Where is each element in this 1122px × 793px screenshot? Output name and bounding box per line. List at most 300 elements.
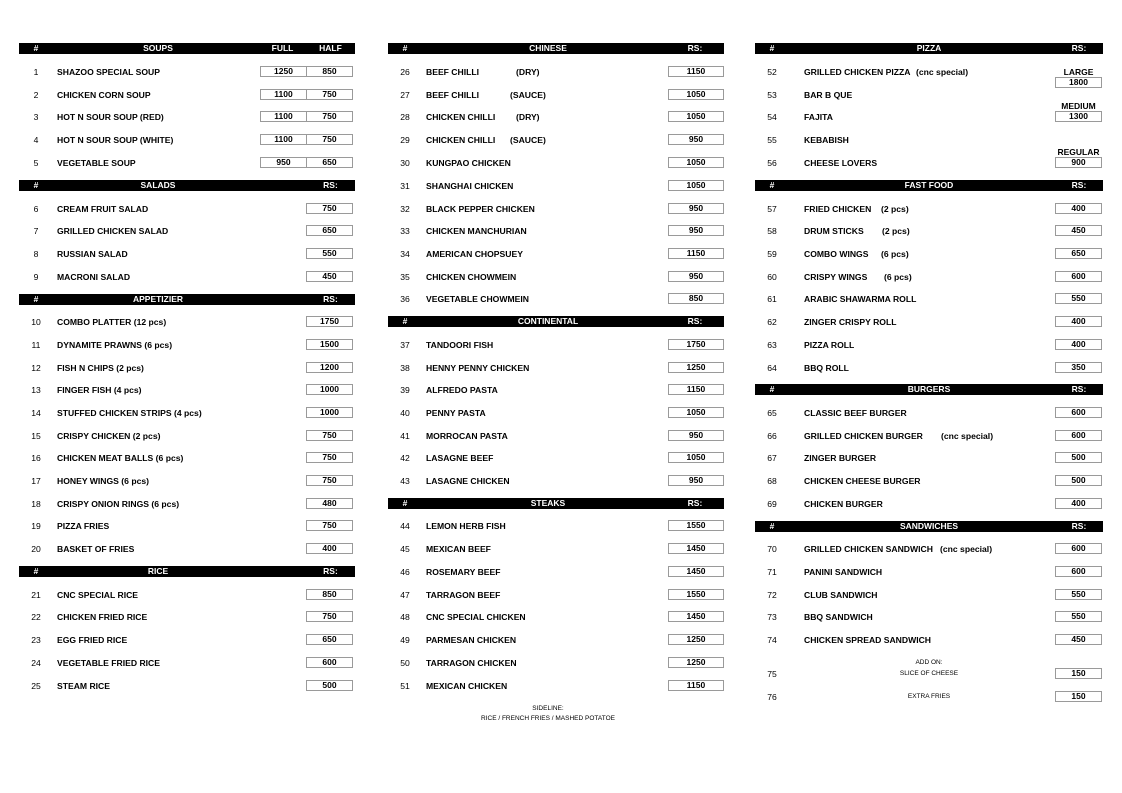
menu-item [19, 429, 355, 443]
item-name: COMBO WINGS [804, 249, 869, 259]
item-price: 750 [306, 475, 353, 486]
menu-item [388, 179, 724, 193]
soups-header [19, 43, 355, 54]
menu-item [19, 202, 355, 216]
item-price: 1450 [668, 566, 724, 577]
menu-item [755, 542, 1103, 556]
size-label-large: LARGE [1063, 67, 1094, 77]
item-name: ZINGER CRISPY ROLL [804, 317, 897, 327]
item-price: 400 [1055, 203, 1102, 214]
item-num: 22 [31, 612, 41, 622]
item-num: 18 [31, 499, 41, 509]
item-name: CLUB SANDWICH [804, 590, 878, 600]
item-price: 1050 [668, 452, 724, 463]
item-num: 46 [400, 567, 410, 577]
full-price: 1100 [260, 111, 307, 122]
menu-item [755, 156, 1103, 170]
menu-item [755, 270, 1103, 284]
item-price: 1150 [668, 680, 724, 691]
item-price: 1050 [668, 157, 724, 168]
item-name: HENNY PENNY CHICKEN [426, 363, 530, 373]
menu-item [19, 361, 355, 375]
item-name: PIZZA FRIES [57, 521, 110, 531]
item-num: 41 [400, 431, 410, 441]
price-label: RS: [1071, 384, 1087, 394]
item-price: 1250 [668, 634, 724, 645]
pizza-header [755, 43, 1103, 54]
item-price: 950 [668, 475, 724, 486]
item-name: COMBO PLATTER (12 pcs) [57, 317, 167, 327]
item-num: 31 [400, 181, 410, 191]
item-note: (2 pcs) [882, 226, 910, 236]
item-note: (cnc special) [940, 544, 993, 554]
item-num: 16 [31, 453, 41, 463]
item-price: 600 [1055, 430, 1102, 441]
menu-item [755, 315, 1103, 329]
section-title: RICE [147, 566, 169, 576]
menu-item [388, 383, 724, 397]
full-label: FULL [271, 43, 294, 53]
item-price: 450 [306, 271, 353, 282]
menu-item [19, 133, 355, 147]
item-name: CHICKEN CHILLI [426, 112, 496, 122]
header-num: # [769, 43, 775, 53]
price-label: RS: [323, 566, 338, 576]
item-price: 600 [1055, 407, 1102, 418]
full-price: 950 [260, 157, 307, 168]
item-price: 350 [1055, 362, 1102, 373]
item-name: CREAM FRUIT SALAD [57, 204, 149, 214]
full-price: 1100 [260, 134, 307, 145]
menu-item [19, 224, 355, 238]
menu-item [755, 65, 1103, 79]
item-num: 54 [767, 112, 777, 122]
item-note: (cnc special) [941, 431, 994, 441]
addon-name: EXTRA FRIES [907, 693, 951, 700]
item-price: 500 [1055, 475, 1102, 486]
menu-item [19, 656, 355, 670]
item-price: 750 [306, 430, 353, 441]
item-num: 59 [767, 249, 777, 259]
rice-header [19, 566, 355, 577]
menu-item [388, 247, 724, 261]
item-num: 53 [767, 90, 777, 100]
menu-item [388, 224, 724, 238]
menu-item [388, 110, 724, 124]
item-name: MEXICAN CHICKEN [426, 681, 508, 691]
header-num: # [33, 180, 39, 190]
item-name: EGG FRIED RICE [57, 635, 128, 645]
menu-item [388, 133, 724, 147]
item-num: 30 [400, 158, 410, 168]
menu-item [755, 133, 1103, 147]
item-price: 750 [306, 203, 353, 214]
item-num: 67 [767, 453, 777, 463]
item-price: 650 [1055, 248, 1102, 259]
item-num: 23 [31, 635, 41, 645]
item-price: 1050 [668, 89, 724, 100]
item-price: 1000 [306, 384, 353, 395]
burgers-header [755, 384, 1103, 395]
item-note: (2 pcs) [881, 204, 909, 214]
item-name: FRIED CHICKEN [804, 204, 872, 214]
item-name: CHICKEN FRIED RICE [57, 612, 148, 622]
item-price: 950 [668, 134, 724, 145]
menu-column-3 [755, 0, 1103, 793]
item-name: STEAM RICE [57, 681, 110, 691]
menu-item [755, 247, 1103, 261]
item-num: 32 [400, 204, 410, 214]
item-price: 500 [1055, 452, 1102, 463]
item-price: 150 [1055, 668, 1102, 679]
item-price: 400 [1055, 316, 1102, 327]
item-name: FISH N CHIPS (2 pcs) [57, 363, 144, 373]
menu-item [755, 224, 1103, 238]
size-price-medium: 1300 [1055, 111, 1102, 122]
item-name: CRISPY WINGS [804, 272, 868, 282]
item-name: LEMON HERB FISH [426, 521, 506, 531]
menu-item [19, 383, 355, 397]
item-num: 62 [767, 317, 777, 327]
price-label: RS: [1071, 521, 1087, 531]
menu-item [755, 361, 1103, 375]
item-note: (cnc special) [916, 67, 969, 77]
item-price: 600 [1055, 566, 1102, 577]
item-name: SHAZOO SPECIAL SOUP [57, 67, 160, 77]
item-price: 550 [1055, 589, 1102, 600]
menu-item [19, 542, 355, 556]
item-price: 1450 [668, 543, 724, 554]
item-num: 10 [31, 317, 41, 327]
item-name: CRISPY CHICKEN (2 pcs) [57, 431, 161, 441]
item-name: BAR B QUE [804, 90, 853, 100]
item-num: 38 [400, 363, 410, 373]
menu-item [388, 429, 724, 443]
section-title: SANDWICHES [899, 521, 959, 531]
item-num: 6 [33, 204, 39, 214]
menu-item [19, 633, 355, 647]
item-num: 4 [33, 135, 39, 145]
item-name: CRISPY ONION RINGS (6 pcs) [57, 499, 180, 509]
item-num: 47 [400, 590, 410, 600]
chinese-header [388, 43, 724, 54]
item-price: 750 [306, 452, 353, 463]
item-price: 1150 [668, 248, 724, 259]
item-num: 55 [767, 135, 777, 145]
item-name: SHANGHAI CHICKEN [426, 181, 514, 191]
item-price: 1500 [306, 339, 353, 350]
item-num: 52 [767, 67, 777, 77]
fastfood-header [755, 180, 1103, 191]
item-price: 150 [1055, 691, 1102, 702]
item-num: 51 [400, 681, 410, 691]
item-price: 1150 [668, 384, 724, 395]
item-name: CHICKEN MANCHURIAN [426, 226, 527, 236]
menu-item [755, 497, 1103, 511]
menu-item [19, 474, 355, 488]
item-name: KUNGPAO CHICKEN [426, 158, 511, 168]
item-price: 600 [306, 657, 353, 668]
half-price: 750 [306, 134, 353, 145]
size-price-large: 1800 [1055, 77, 1102, 88]
item-price: 1200 [306, 362, 353, 373]
item-num: 14 [31, 408, 41, 418]
menu-item [388, 656, 724, 670]
menu-item [755, 565, 1103, 579]
item-price: 450 [1055, 634, 1102, 645]
item-name: PANINI SANDWICH [804, 567, 883, 577]
sandwiches-header [755, 521, 1103, 532]
item-price: 850 [668, 293, 724, 304]
item-name: ZINGER BURGER [804, 453, 877, 463]
menu-item [388, 610, 724, 624]
full-price: 1250 [260, 66, 307, 77]
section-title: CONTINENTAL [517, 316, 579, 326]
item-name: BBQ SANDWICH [804, 612, 873, 622]
item-name: FAJITA [804, 112, 833, 122]
item-name: HONEY WINGS (6 pcs) [57, 476, 150, 486]
menu-item [755, 110, 1103, 124]
menu-item [388, 451, 724, 465]
menu-item [755, 88, 1103, 102]
menu-item [19, 110, 355, 124]
menu-item [755, 474, 1103, 488]
header-num: # [402, 498, 408, 508]
full-price: 1100 [260, 89, 307, 100]
menu-item [388, 565, 724, 579]
continental-header [388, 316, 724, 327]
item-num: 48 [400, 612, 410, 622]
item-price: 1750 [668, 339, 724, 350]
item-price: 400 [1055, 498, 1102, 509]
item-name: ARABIC SHAWARMA ROLL [804, 294, 917, 304]
item-num: 40 [400, 408, 410, 418]
item-name: CHICKEN CORN SOUP [57, 90, 151, 100]
item-num: 50 [400, 658, 410, 668]
item-num: 20 [31, 544, 41, 554]
item-num: 17 [31, 476, 41, 486]
item-name: CHICKEN MEAT BALLS (6 pcs) [57, 453, 184, 463]
item-name: DRUM STICKS [804, 226, 864, 236]
item-num: 9 [33, 272, 39, 282]
item-num: 19 [31, 521, 41, 531]
price-label: RS: [687, 43, 703, 53]
item-num: 61 [767, 294, 777, 304]
menu-item [755, 451, 1103, 465]
item-name: GRILLED CHICKEN SALAD [57, 226, 169, 236]
menu-item [388, 156, 724, 170]
item-name: VEGETABLE CHOWMEIN [426, 294, 529, 304]
item-name: BEEF CHILLI [426, 67, 479, 77]
item-note: (6 pcs) [881, 249, 909, 259]
menu-item [19, 679, 355, 693]
addon-label: ADD ON: [915, 659, 943, 666]
item-name: ROSEMARY BEEF [426, 567, 501, 577]
menu-item [388, 588, 724, 602]
item-num: 56 [767, 158, 777, 168]
sideline-label: SIDELINE: [532, 705, 564, 712]
item-price: 750 [306, 611, 353, 622]
item-num: 64 [767, 363, 777, 373]
item-name: FINGER FISH (4 pcs) [57, 385, 142, 395]
item-num: 5 [33, 158, 39, 168]
item-price: 650 [306, 225, 353, 236]
item-name: BLACK PEPPER CHICKEN [426, 204, 535, 214]
item-price: 1550 [668, 520, 724, 531]
menu-item [19, 451, 355, 465]
item-num: 43 [400, 476, 410, 486]
item-num: 76 [767, 692, 777, 702]
item-num: 8 [33, 249, 39, 259]
item-price: 750 [306, 520, 353, 531]
item-price: 950 [668, 225, 724, 236]
item-num: 72 [767, 590, 777, 600]
menu-item [19, 588, 355, 602]
item-name: MORROCAN PASTA [426, 431, 508, 441]
item-price: 650 [306, 634, 353, 645]
menu-item [388, 292, 724, 306]
addon-name: SLICE OF CHEESE [899, 670, 959, 677]
item-name: HOT N SOUR SOUP (RED) [57, 112, 164, 122]
item-name: GRILLED CHICKEN BURGER [804, 431, 923, 441]
item-price: 550 [1055, 293, 1102, 304]
section-title: CHINESE [529, 43, 567, 53]
menu-item [19, 519, 355, 533]
item-num: 75 [767, 669, 777, 679]
item-num: 45 [400, 544, 410, 554]
item-num: 70 [767, 544, 777, 554]
item-name: CNC SPECIAL RICE [57, 590, 139, 600]
addon-item [755, 690, 1103, 704]
size-label-regular: REGULAR [1057, 147, 1100, 157]
item-price: 1250 [668, 657, 724, 668]
menu-item [19, 270, 355, 284]
item-name: TARRAGON CHICKEN [426, 658, 517, 668]
item-num: 68 [767, 476, 777, 486]
item-price: 1050 [668, 407, 724, 418]
item-num: 29 [400, 135, 410, 145]
item-name: GRILLED CHICKEN PIZZA [804, 67, 911, 77]
item-name: CNC SPECIAL CHICKEN [426, 612, 526, 622]
menu-item [388, 633, 724, 647]
menu-item [755, 429, 1103, 443]
item-name: TARRAGON BEEF [426, 590, 501, 600]
menu-item [388, 338, 724, 352]
item-name: CHICKEN CHILLI [426, 135, 496, 145]
header-num: # [33, 294, 39, 304]
menu-item [755, 338, 1103, 352]
item-name: STUFFED CHICKEN STRIPS (4 pcs) [57, 408, 202, 418]
item-price: 1050 [668, 111, 724, 122]
addon-item [755, 667, 1103, 681]
item-name: CHICKEN BURGER [804, 499, 883, 509]
item-num: 15 [31, 431, 41, 441]
item-name: MEXICAN BEEF [426, 544, 491, 554]
item-num: 36 [400, 294, 410, 304]
section-title: BURGERS [907, 384, 951, 394]
steaks-header [388, 498, 724, 509]
menu-item [755, 292, 1103, 306]
half-price: 850 [306, 66, 353, 77]
item-price: 400 [306, 543, 353, 554]
item-name: BEEF CHILLI [426, 90, 479, 100]
item-num: 66 [767, 431, 777, 441]
item-price: 450 [1055, 225, 1102, 236]
menu-item [19, 497, 355, 511]
item-num: 27 [400, 90, 410, 100]
half-price: 750 [306, 111, 353, 122]
item-name: LASAGNE CHICKEN [426, 476, 510, 486]
item-num: 71 [767, 567, 777, 577]
half-price: 650 [306, 157, 353, 168]
section-title: SALADS [140, 180, 176, 190]
menu-item [19, 315, 355, 329]
item-num: 34 [400, 249, 410, 259]
item-name: AMERICAN CHOPSUEY [426, 249, 523, 259]
item-name: TANDOORI FISH [426, 340, 494, 350]
item-price: 550 [1055, 611, 1102, 622]
item-price: 1550 [668, 589, 724, 600]
menu-item [19, 406, 355, 420]
item-name: PARMESAN CHICKEN [426, 635, 517, 645]
item-price: 480 [306, 498, 353, 509]
appetizer-header [19, 294, 355, 305]
price-label: RS: [687, 316, 703, 326]
item-num: 58 [767, 226, 777, 236]
menu-item [19, 247, 355, 261]
section-title: SOUPS [143, 43, 173, 53]
section-title: FAST FOOD [904, 180, 954, 190]
size-price-regular: 900 [1055, 157, 1102, 168]
item-num: 12 [31, 363, 41, 373]
menu-item [388, 88, 724, 102]
menu-column-2 [388, 0, 724, 793]
menu-item [755, 406, 1103, 420]
half-price: 750 [306, 89, 353, 100]
price-label: RS: [323, 294, 338, 304]
header-num: # [33, 43, 39, 53]
item-note: (SAUCE) [510, 135, 546, 145]
item-name: KEBABISH [804, 135, 849, 145]
menu-item [19, 88, 355, 102]
item-name: CHICKEN SPREAD SANDWICH [804, 635, 932, 645]
item-num: 21 [31, 590, 41, 600]
size-label-medium: MEDIUM [1061, 101, 1096, 111]
item-price: 850 [306, 589, 353, 600]
item-num: 49 [400, 635, 410, 645]
menu-column-1 [19, 0, 355, 793]
menu-item [755, 610, 1103, 624]
item-num: 69 [767, 499, 777, 509]
item-price: 600 [1055, 271, 1102, 282]
header-num: # [769, 180, 775, 190]
header-num: # [402, 43, 408, 53]
item-name: DYNAMITE PRAWNS (6 pcs) [57, 340, 173, 350]
item-name: PENNY PASTA [426, 408, 486, 418]
item-price: 950 [668, 430, 724, 441]
item-num: 24 [31, 658, 41, 668]
menu-item [388, 270, 724, 284]
item-name: GRILLED CHICKEN SANDWICH [804, 544, 933, 554]
menu-item [19, 338, 355, 352]
item-num: 26 [400, 67, 410, 77]
item-num: 73 [767, 612, 777, 622]
item-num: 13 [31, 385, 41, 395]
item-price: 500 [306, 680, 353, 691]
item-note: (6 pcs) [884, 272, 912, 282]
item-note: (DRY) [516, 67, 540, 77]
menu-item [755, 202, 1103, 216]
